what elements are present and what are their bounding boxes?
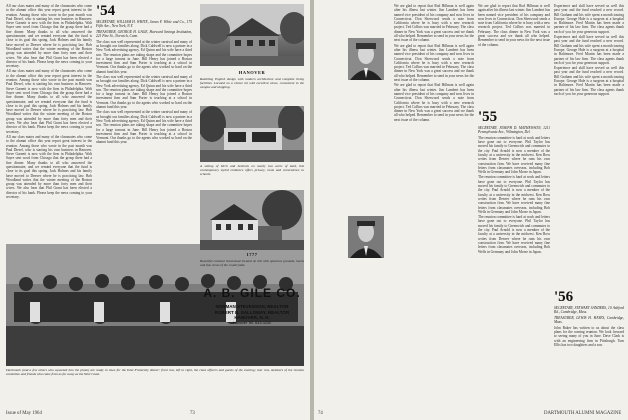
class-55-top-column <box>478 4 550 108</box>
class-55-column <box>478 110 550 400</box>
right-page-number: 74 <box>318 411 323 416</box>
right-page-label: DARTMOUTH ALUMNI MAGAZINE <box>544 411 622 416</box>
class-54-text-repeat-2: The class was well represented at the winter carnival and many of us brought our families along. Dick Caldwell is now a partner in a New York advertising agency. Ed Quinn and his wife have a third son. The reunion plans are taking shape and the committee hopes for a large turnout in June. Bill Henry has joined a Boston investment firm and Sam Porter is teaching at a school in Vermont. Our thanks go to the agents who worked so hard on the alumni fund this year. <box>96 110 192 145</box>
ad-realtor-2: ROBERT B. SALLOWAY, REALTOR <box>214 309 290 315</box>
class-55-text-repeat-2: The reunion committee is hard at work and letters have gone out to everyone. Phil Taylor has moved his family to Greenwich and commutes to the city. Paul Arnold is now a member of the faculty at a university in the midwest. Ken Ross writes from Denver where he runs his own construction firm. We have received many fine letters from classmates overseas, including Bob Wells in Germany and John Morse in Japan. <box>478 215 550 254</box>
right-middle-text-repeat-2: We are glad to report that Rod Hillman is well again after his illness last winter. Jim Lambert has been named vice president of his company and now lives in Connecticut. Don Sherwood sends a note from California where he is busy with a new research project. Ted Collins was married in February. The class dinner in New York was a great success and we thank all who helped. Remember to send in your news for the next issue of the column. <box>394 83 474 122</box>
class-54-column <box>96 4 192 242</box>
real-estate-ad <box>200 106 304 412</box>
class-54-treasurer: TREASURER, GEORGE H. GAGE, Havward Savings Institution, 221 Pine St., Norwich, Conn. <box>96 29 192 39</box>
right-column-class-notes <box>554 4 624 244</box>
hanover-house-caption: Rambling English design with modern architecture and complete living facilities. Located on a choice lot with excellent views, convenient to the campus and shopping. <box>200 77 304 90</box>
left-column-text-repeat-2: All our class mates and many of the classmates who come to the alumni office this year report great interest in the reunion. Among those who wrote in the past month was Paul Diesel, who is starting his own business in Hanover. Steve Garnett is now with the firm in Philadelphia. Walt Sayre sent word from Chicago that the group there had a fine dinner. Many thanks to all who answered the questionnaire, and we remind everyone that the fund is close to its goal this spring. Jack Holmes and his family have moved to Denver where he is practicing law. Bob Woodland writes that the winter meeting of the Boston group was attended by more than forty men and their wives. We also hear that Phil Grant has been elected a director of his bank. Please keep the news coming to your secretary. <box>6 134 92 200</box>
class-54-text: The class was well represented at the winter carnival and many of us brought our families along. Dick Caldwell is now a partner in a New York advertising agency. Ed Quinn and his wife have a third son. The reunion plans are taking shape and the committee hopes for a large turnout in June. Bill Henry has joined a Boston investment firm and Sam Porter is teaching at a school in Vermont. Our thanks go to the agents who worked so hard on the alumni fund this year. <box>96 39 192 74</box>
colonial-house-icon <box>200 190 304 250</box>
contemporary-house-caption: A setting of birch and hemlock on nearly two acres of land, this contemporary styled residence offers privacy, room and convenience to schools. <box>200 164 304 177</box>
right-page <box>314 0 628 420</box>
class-year-56: '56 <box>554 290 574 305</box>
ad-company-name: A. B. GILE CO. <box>203 286 301 300</box>
contemporary-house-photo <box>200 106 304 162</box>
group-photo-caption: Dartmouth (and a few others who squeezed into the photo) are ready in town for the Inter-Fraternity dinner: front row, left to right, the class officers and guests of the evening; rear row, members of the reunion committee and friends who came from as far away as the West Coast. <box>6 368 304 377</box>
class-54-secretary: SECRETARY, WILLIAM H. WHITE, James F. White and Co., 175 Fifth Ave., New York, N.Y. <box>96 20 192 29</box>
right-column-text: Experience and skill have served us well this past year and the fund reached a new record. Bill Graham and his wife spent a month touring Europe. George Hale is a surgeon at a hospital in Baltimore. Fred Martin has been made a partner of his law firm. The class agents thank each of you for your generous support. <box>554 4 624 34</box>
right-middle-text-repeat: We are glad to report that Rod Hillman is well again after his illness last winter. Jim Lambert has been named vice president of his company and now lives in Connecticut. Don Sherwood sends a note from California where he is busy with a new research project. Ted Collins was married in February. The class dinner in New York was a great success and we thank all who helped. Remember to send in your news for the next issue of the column. <box>394 43 474 83</box>
colonial-house-photo <box>200 190 304 250</box>
class-55-text-repeat: The reunion committee is hard at work and letters have gone out to everyone. Phil Taylor has moved his family to Greenwich and commutes to the city. Paul Arnold is now a member of the faculty at a university in the midwest. Ken Ross writes from Denver where he runs his own construction firm. We have received many fine letters from classmates overseas, including Bob Wells in Germany and John Morse in Japan. <box>478 175 550 214</box>
class-55-text: The reunion committee is hard at work and letters have gone out to everyone. Phil Taylor has moved his family to Greenwich and commutes to the city. Paul Arnold is now a member of the faculty at a university in the midwest. Ken Ross writes from Denver where he runs his own construction firm. We have received many fine letters from classmates overseas, including Bob Wells in Germany and John Morse in Japan. <box>478 135 550 175</box>
classmate-portrait-photo-2 <box>348 216 384 258</box>
right-column-text-repeat-2: Experience and skill have served us well this past year and the fund reached a new record. Bill Graham and his wife spent a month touring Europe. George Hale is a surgeon at a hospital in Baltimore. Fred Martin has been made a partner of his law firm. The class agents thank each of you for your generous support. <box>554 66 624 96</box>
right-middle-column <box>394 4 474 234</box>
class-56-secretary: SECRETARY, STEWART SANDERS, 10 Ashford Rd., Cambridge, Mass. <box>554 306 624 315</box>
ad-contact-lines <box>200 304 304 326</box>
house-illustration-icon <box>200 4 304 66</box>
class-year-55: '55 <box>478 110 498 125</box>
ad-telephone: Hanover Tel. 643-4240 <box>232 320 272 325</box>
left-column-text-repeat: All our class mates and many of the classmates who come to the alumni office this year report great interest in the reunion. Among those who wrote in the past month was Paul Diesel, who is starting his own business in Hanover. Steve Garnett is now with the firm in Philadelphia. Walt Sayre sent word from Chicago that the group there had a fine dinner. Many thanks to all who answered the questionnaire, and we remind everyone that the fund is close to its goal this spring. Jack Holmes and his family have moved to Denver where he is practicing law. Bob Woodland writes that the winter meeting of the Boston group was attended by more than forty men and their wives. We also hear that Phil Grant has been elected a director of his bank. Please keep the news coming to your secretary. <box>6 69 92 134</box>
ad-realtor-1: NORMAN STEVENSON, REALTOR <box>215 304 289 309</box>
hanover-house-photo <box>200 4 304 66</box>
person-portrait-icon-2 <box>348 216 384 258</box>
colonial-house-caption: Beautiful colonial homestead located on hill with spacious grounds, barns and fine views of the countryside. <box>200 259 304 268</box>
contemporary-house-icon <box>200 106 304 162</box>
class-year-54: '54 <box>96 4 116 19</box>
left-page-number: 73 <box>190 411 195 416</box>
left-column-text: All our class mates and many of the classmates who come to the alumni office this year report great interest in the reunion. Among those who wrote in the past month was Paul Diesel, who is starting his own business in Hanover. Steve Garnett is now with the firm in Philadelphia. Walt Sayre sent word from Chicago that the group there had a fine dinner. Many thanks to all who answered the questionnaire, and we remind everyone that the fund is close to its goal this spring. Jack Holmes and his family have moved to Denver where he is practicing law. Bob Woodland writes that the winter meeting of the Boston group was attended by more than forty men and their wives. We also hear that Phil Grant has been elected a director of his bank. Please keep the news coming to your secretary. <box>6 4 92 69</box>
right-column-text-repeat: Experience and skill have served us well this past year and the fund reached a new record. Bill Graham and his wife spent a month touring Europe. George Hale is a surgeon at a hospital in Baltimore. Fred Martin has been made a partner of his law firm. The class agents thank each of you for your generous support. <box>554 35 624 65</box>
ad-location: HANOVER, N. H. <box>234 315 270 321</box>
colonial-house-year: 1777 <box>246 252 258 257</box>
class-55-secretary: SECRETARY, JOSEPH D. MATHEWSON, 1211 Pennsylvania Ave., Wilmington, Del. <box>478 126 550 135</box>
class-55-top-text: We are glad to report that Rod Hillman is well again after his illness last winter. Jim Lambert has been named vice president of his company and now lives in Connecticut. Don Sherwood sends a note from California where he is busy with a new research project. Ted Collins was married in February. The class dinner in New York was a great success and we thank all who helped. Remember to send in your news for the next issue of the column. <box>478 4 550 47</box>
class-56-treasurer: TREASURER, LEWIS H. HAYES, Cambridge, Mass. <box>554 315 624 325</box>
hanover-house-title: HANOVER <box>238 70 266 75</box>
person-portrait-icon <box>348 38 384 80</box>
left-page-label: Issue of May 1964 <box>6 411 42 416</box>
left-column-class-notes <box>6 4 92 234</box>
right-middle-text: We are glad to report that Rod Hillman is well again after his illness last winter. Jim Lambert has been named vice president of his company and now lives in Connecticut. Don Sherwood sends a note from California where he is busy with a new research project. Ted Collins was married in February. The class dinner in New York was a great success and we thank all who helped. Remember to send in your news for the next issue of the column. <box>394 4 474 43</box>
classmate-portrait-photo <box>348 38 384 80</box>
class-56-text: John Baker has written to us about the class plans for the coming reunion. We look forward to seeing many of you in June. Dave Clark is with an engineering firm in Pittsburgh. Tom Ellis has two daughters and a son. <box>554 325 624 347</box>
class-54-text-repeat: The class was well represented at the winter carnival and many of us brought our families along. Dick Caldwell is now a partner in a New York advertising agency. Ed Quinn and his wife have a third son. The reunion plans are taking shape and the committee hopes for a large turnout in June. Bill Henry has joined a Boston investment firm and Sam Porter is teaching at a school in Vermont. Our thanks go to the agents who worked so hard on the alumni fund this year. <box>96 75 192 110</box>
class-56-column <box>554 290 624 402</box>
